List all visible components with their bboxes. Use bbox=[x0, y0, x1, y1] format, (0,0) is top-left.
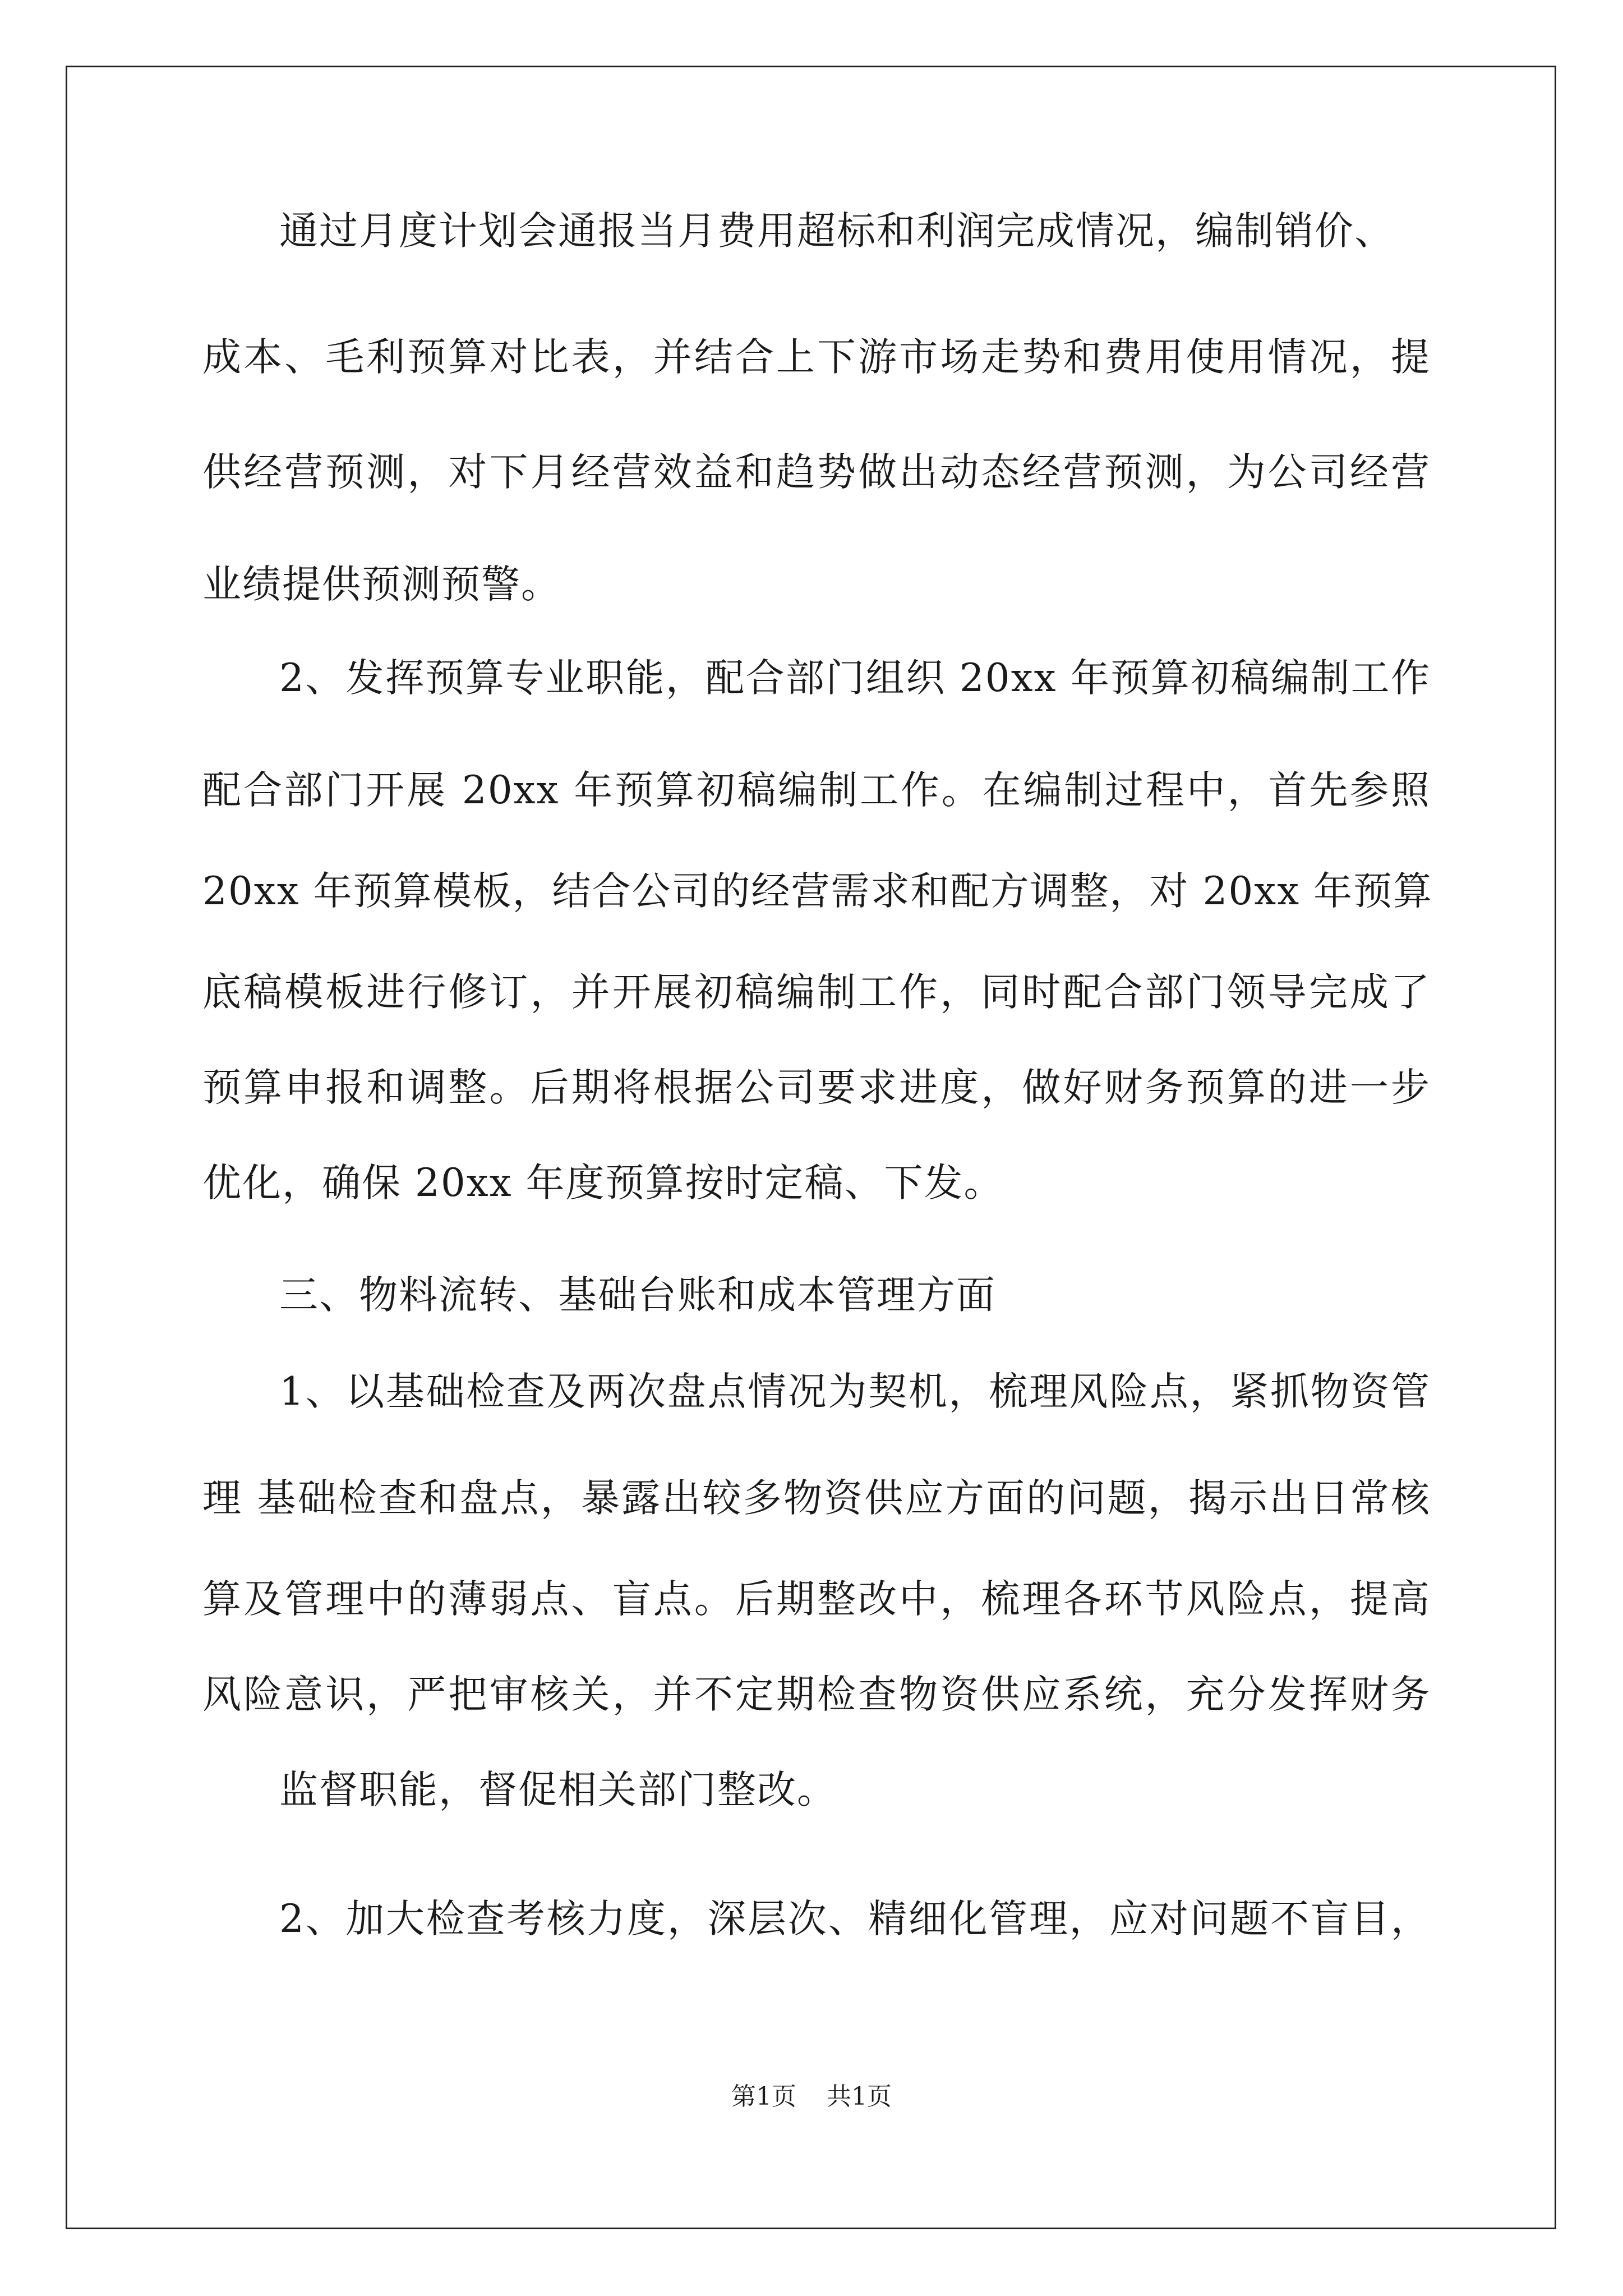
paragraph-line: 理 基础检查和盘点，暴露出较多物资供应方面的问题，揭示出日常核 bbox=[202, 1476, 1431, 1521]
page-number: 第1页 bbox=[731, 2082, 796, 2111]
paragraph-line: 2、发挥预算专业职能，配合部门组织 20xx 年预算初稿编制工作 bbox=[279, 656, 1431, 701]
page-footer bbox=[0, 2080, 1623, 2114]
paragraph-line: 业绩提供预测预警。 bbox=[202, 562, 561, 607]
paragraph-line: 成本、毛利预算对比表，并结合上下游市场走势和费用使用情况，提 bbox=[202, 335, 1431, 380]
paragraph-line: 优化，确保 20xx 年度预算按时定稿、下发。 bbox=[202, 1161, 1004, 1205]
paragraph-line: 2、加大检查考核力度，深层次、精细化管理，应对问题不盲目， bbox=[279, 1897, 1431, 1941]
paragraph-line: 供经营预测，对下月经营效益和趋势做出动态经营预测，为公司经营 bbox=[202, 450, 1431, 495]
page-total: 共1页 bbox=[827, 2082, 892, 2111]
paragraph-line: 通过月度计划会通报当月费用超标和利润完成情况，编制销价、 bbox=[279, 209, 1394, 254]
paragraph-line: 监督职能，督促相关部门整改。 bbox=[279, 1768, 837, 1812]
paragraph-line: 算及管理中的薄弱点、盲点。后期整改中，梳理各环节风险点，提高 bbox=[202, 1577, 1431, 1622]
paragraph-line: 风险意识，严把审核关，并不定期检查物资供应系统，充分发挥财务 bbox=[202, 1672, 1431, 1717]
paragraph-line: 底稿模板进行修订，并开展初稿编制工作，同时配合部门领导完成了 bbox=[202, 970, 1431, 1015]
paragraph-line: 配合部门开展 20xx 年预算初稿编制工作。在编制过程中，首先参照 bbox=[202, 768, 1431, 813]
paragraph-line: 1、以基础检查及两次盘点情况为契机，梳理风险点，紧抓物资管 bbox=[279, 1369, 1431, 1414]
paragraph-line: 20xx 年预算模板，结合公司的经营需求和配方调整，对 20xx 年预算 bbox=[202, 869, 1433, 914]
paragraph-line: 预算申报和调整。后期将根据公司要求进度，做好财务预算的进一步 bbox=[202, 1065, 1431, 1110]
section-heading: 三、物料流转、基础台账和成本管理方面 bbox=[279, 1273, 996, 1318]
